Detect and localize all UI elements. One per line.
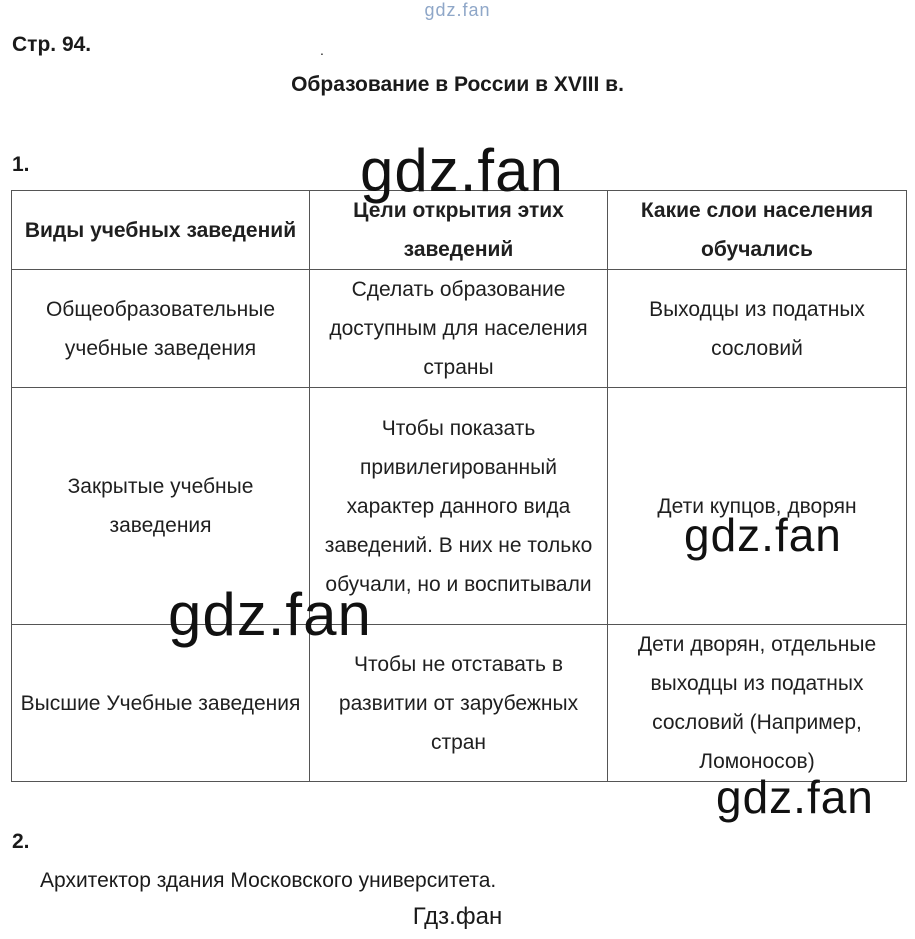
table-cell: Дети дворян, отдельные выходцы из податных сословий (Например, Ломоносов) [608, 625, 907, 782]
column-header: Какие слои населения обучались [608, 191, 907, 270]
watermark: gdz.fan [716, 771, 874, 823]
table-cell: Общеобразовательные учебные заведения [12, 270, 310, 388]
table-row [12, 625, 907, 782]
page-title: Образование в России в XVIII в. [291, 73, 624, 96]
table-cell: Чтобы показать привилегированный характер данного вида заведений. В них не только обучали, но и воспитывали [310, 388, 608, 625]
watermark: gdz.fan [168, 581, 372, 648]
table-cell: Сделать образование доступным для населения страны [310, 270, 608, 388]
table-cell: Высшие Учебные заведения [12, 625, 310, 782]
table-row [12, 388, 907, 625]
table-cell: Закрытые учебные заведения [12, 388, 310, 625]
page-label: Стр. 94. [12, 33, 92, 56]
education-table [11, 190, 907, 782]
table-cell: Выходцы из податных сословий [608, 270, 907, 388]
task-1-number: 1. [12, 153, 30, 176]
stray-dot: . [320, 42, 324, 58]
watermark-top: gdz.fan [424, 0, 491, 20]
table-row [12, 270, 907, 388]
watermark: gdz.fan [360, 137, 564, 204]
column-header: Цели открытия этих заведений [310, 191, 608, 270]
table-cell: Чтобы не отставать в развитии от зарубежных стран [310, 625, 608, 782]
table-cell: Дети купцов, дворян [608, 388, 907, 625]
task-2-number: 2. [12, 830, 30, 853]
task-2-answer: Архитектор здания Московского университета. [40, 869, 497, 892]
column-header: Виды учебных заведений [12, 191, 310, 270]
watermark-footer: Гдз.фан [412, 903, 503, 930]
watermark: gdz.fan [684, 509, 842, 561]
